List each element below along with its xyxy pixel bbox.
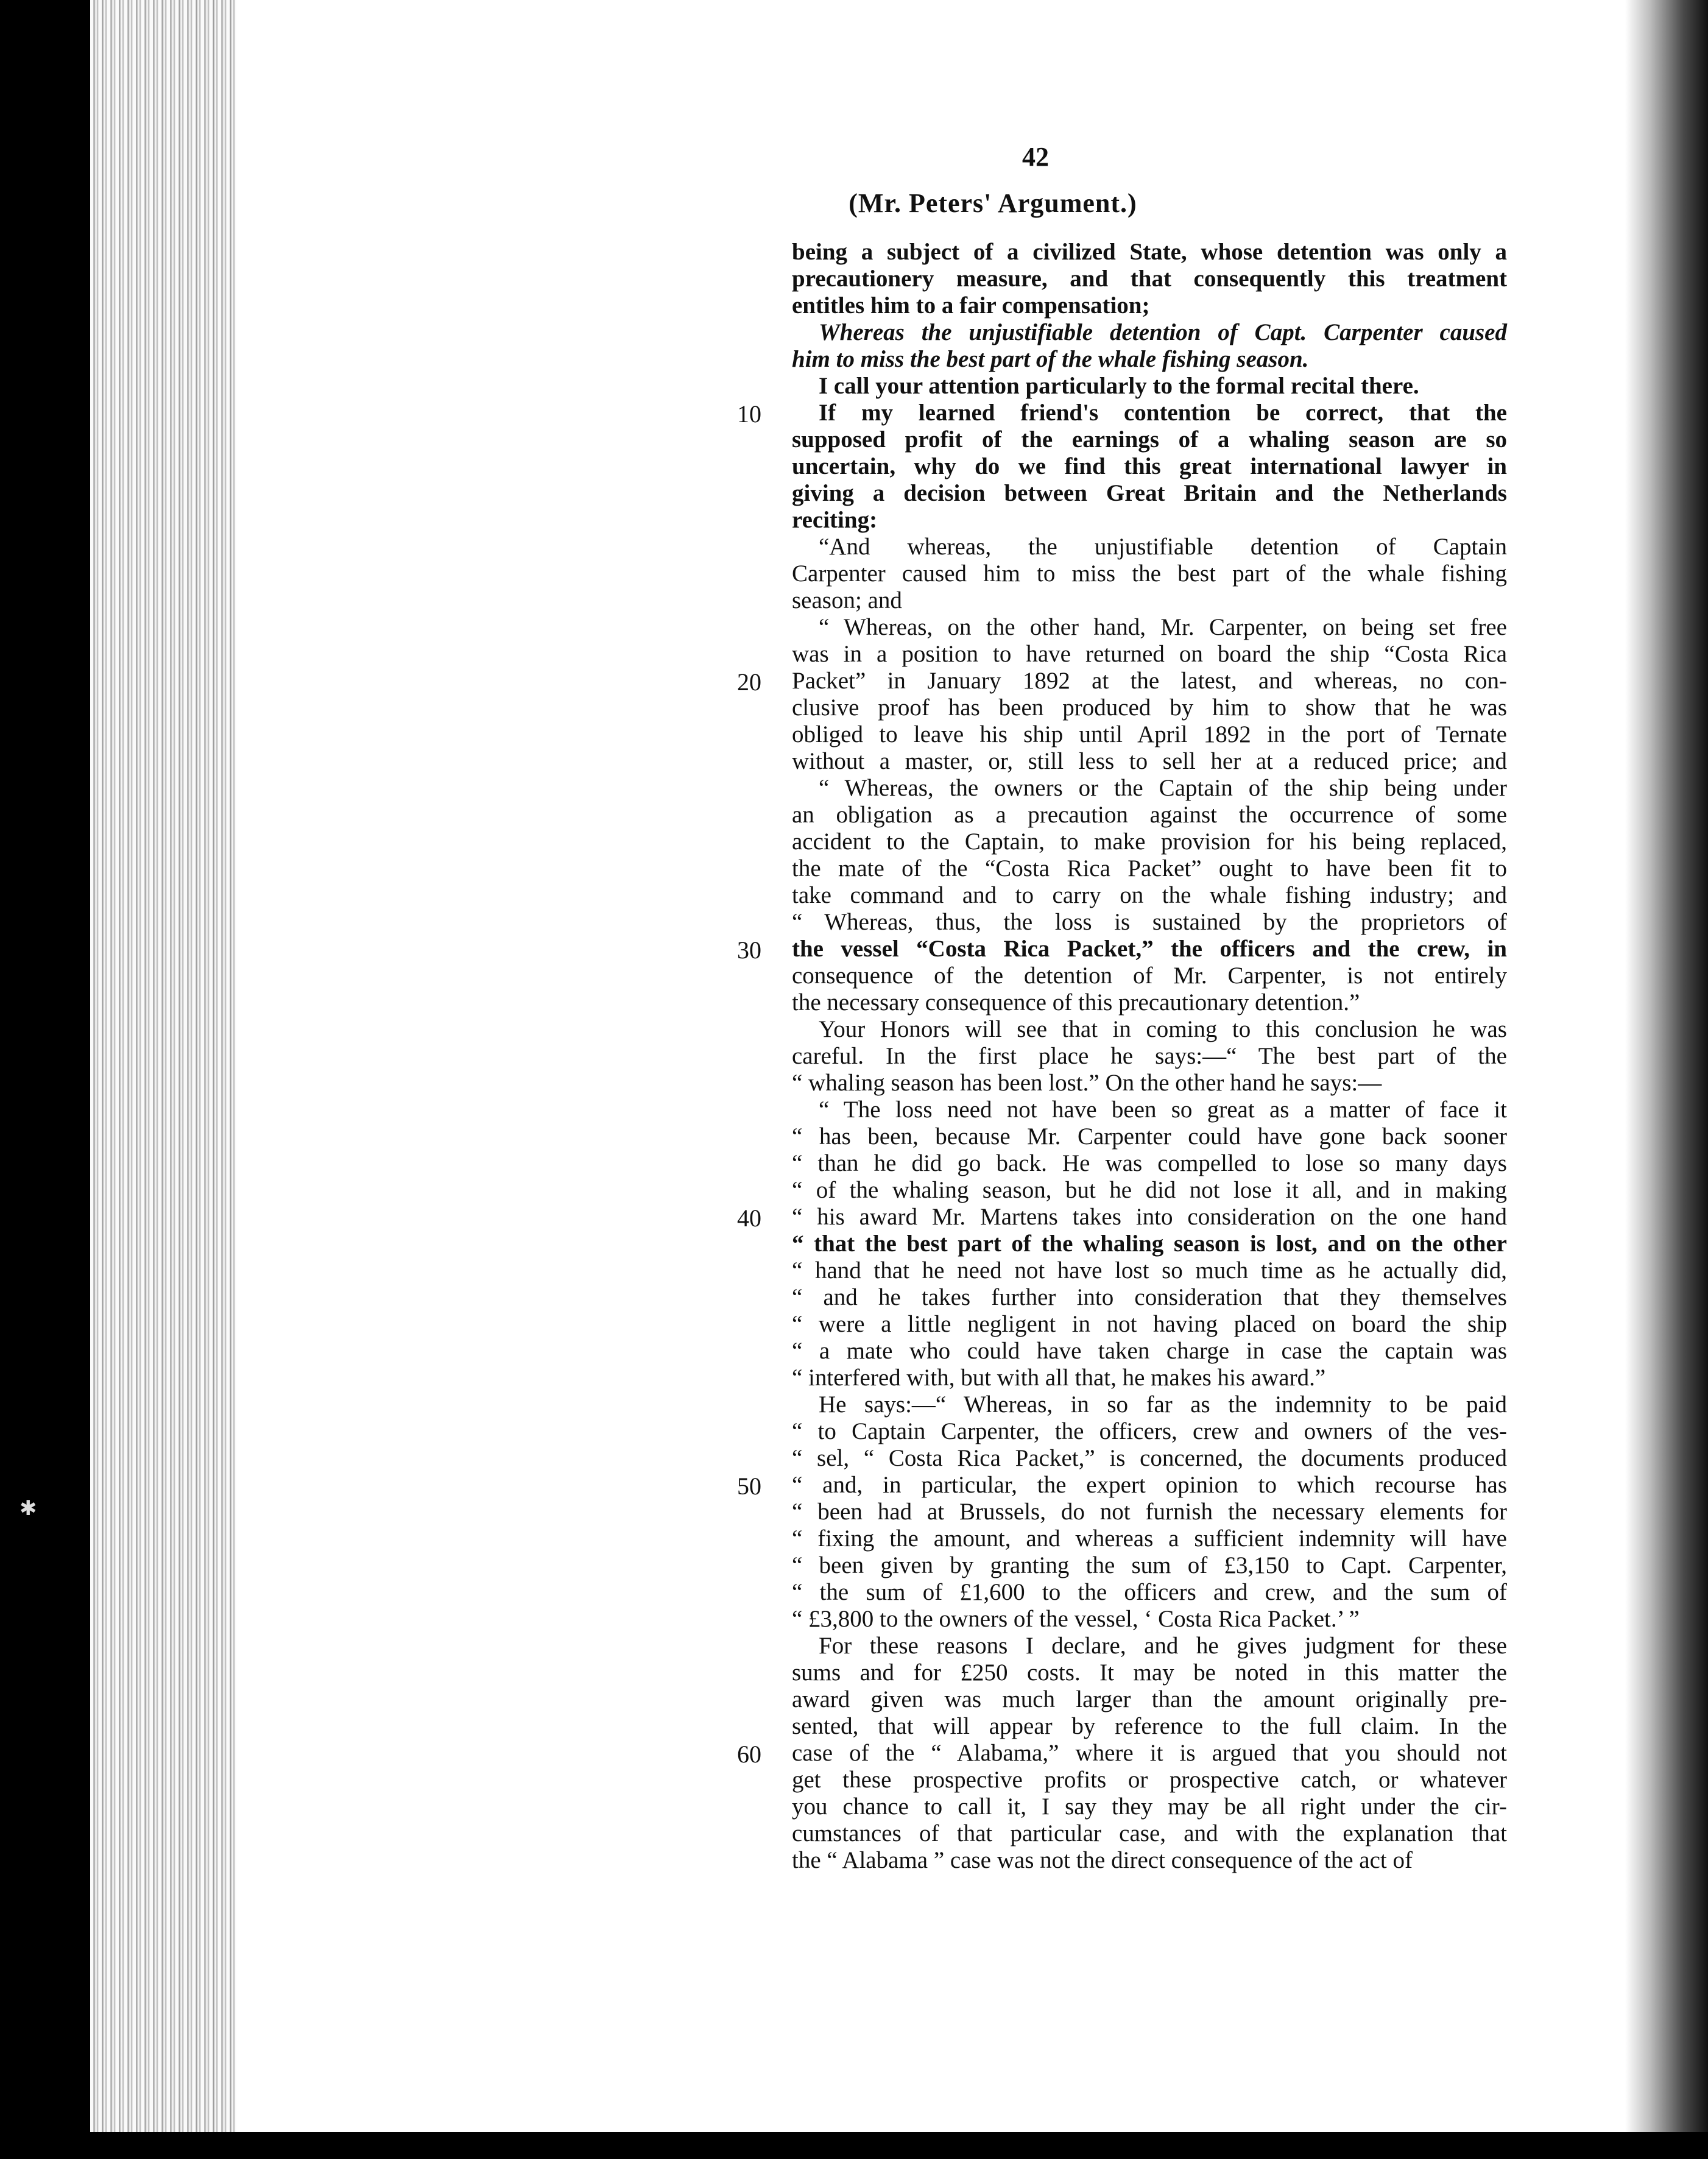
line-number: 20 bbox=[737, 668, 761, 696]
text-line: reciting: bbox=[792, 507, 878, 533]
text-line: “ sel, “ Costa Rica Packet,” is concerned, the documents produced bbox=[792, 1445, 1507, 1471]
text-line: “And whereas, the unjustifiable detention of Captain bbox=[819, 534, 1507, 560]
text-line: get these prospective profits or prospective catch, or whatever bbox=[792, 1767, 1507, 1793]
text-line: “ to Captain Carpenter, the officers, crew and owners of the ves- bbox=[792, 1418, 1507, 1444]
text-line: the necessary consequence of this precautionary detention.” bbox=[792, 989, 1360, 1016]
text-line: cumstances of that particular case, and with the explanation that bbox=[792, 1820, 1507, 1846]
text-line: sums and for £250 costs. It may be noted in this matter the bbox=[792, 1659, 1507, 1686]
text-line: “ that the best part of the whaling season is lost, and on the other bbox=[792, 1231, 1507, 1257]
line-number: 60 bbox=[737, 1740, 761, 1768]
text-line: supposed profit of the earnings of a whaling season are so bbox=[792, 426, 1507, 453]
text-line: an obligation as a precaution against the occurrence of some bbox=[792, 802, 1507, 828]
text-line: “ and he takes further into consideration that they themselves bbox=[792, 1284, 1507, 1310]
line-number: 40 bbox=[737, 1204, 761, 1232]
line-number: 50 bbox=[737, 1472, 761, 1500]
text-line: precautionery measure, and that consequently this treatment bbox=[792, 266, 1507, 292]
text-line: “ interfered with, but with all that, he makes his award.” bbox=[792, 1365, 1326, 1391]
text-line: without a master, or, still less to sell her at a reduced price; and bbox=[792, 748, 1507, 774]
text-line: you chance to call it, I say they may be all right under the cir- bbox=[792, 1793, 1507, 1820]
text-line: “ Whereas, thus, the loss is sustained by the proprietors of bbox=[792, 909, 1507, 935]
text-line: giving a decision between Great Britain and the Netherlands bbox=[792, 480, 1507, 506]
text-line: If my learned friend's contention be correct, that the bbox=[819, 400, 1507, 426]
text-line: “ his award Mr. Martens takes into consideration on the one hand bbox=[792, 1204, 1507, 1230]
text-line: season; and bbox=[792, 587, 902, 613]
text-line: Packet” in January 1892 at the latest, and whereas, no con- bbox=[792, 668, 1507, 694]
text-line: clusive proof has been produced by him to show that he was bbox=[792, 694, 1507, 721]
text-line: “ of the whaling season, but he did not lose it all, and in making bbox=[792, 1177, 1507, 1203]
text-line: Carpenter caused him to miss the best part of the whale fishing bbox=[792, 560, 1507, 587]
text-line: Whereas the unjustifiable detention of Capt. Carpenter caused bbox=[819, 319, 1507, 345]
text-line: “ has been, because Mr. Carpenter could have gone back sooner bbox=[792, 1123, 1507, 1150]
page-stack-edge bbox=[90, 0, 238, 2132]
body-text bbox=[792, 239, 1507, 1874]
text-line: Your Honors will see that in coming to this conclusion he was bbox=[819, 1016, 1507, 1042]
text-line: award given was much larger than the amount originally pre- bbox=[792, 1686, 1507, 1712]
text-line: case of the “ Alabama,” where it is argued that you should not bbox=[792, 1740, 1507, 1766]
text-line: uncertain, why do we find this great international lawyer in bbox=[792, 453, 1507, 479]
text-line: accident to the Captain, to make provision for his being replaced, bbox=[792, 829, 1507, 855]
text-line: him to miss the best part of the whale fishing season. bbox=[792, 346, 1309, 372]
scan-speck-icon: ✱ bbox=[19, 1497, 37, 1520]
text-line: “ hand that he need not have lost so much time as he actually did, bbox=[792, 1257, 1507, 1284]
text-line: entitles him to a fair compensation; bbox=[792, 292, 1150, 319]
text-line: “ been had at Brussels, do not furnish the necessary elements for bbox=[792, 1499, 1507, 1525]
text-line: “ and, in particular, the expert opinion to which recourse has bbox=[792, 1472, 1507, 1498]
text-line: the “ Alabama ” case was not the direct consequence of the act of bbox=[792, 1847, 1413, 1873]
text-line: “ fixing the amount, and whereas a sufficient indemnity will have bbox=[792, 1525, 1507, 1552]
line-number: 30 bbox=[737, 936, 761, 964]
text-line: “ Whereas, on the other hand, Mr. Carpenter, on being set free bbox=[819, 614, 1507, 640]
text-line: the mate of the “Costa Rica Packet” ought to have been fit to bbox=[792, 855, 1507, 882]
text-line: He says:—“ Whereas, in so far as the indemnity to be paid bbox=[819, 1391, 1507, 1418]
binding-shadow bbox=[1625, 0, 1708, 2132]
text-line: “ than he did go back. He was compelled to lose so many days bbox=[792, 1150, 1507, 1176]
text-line: “ whaling season has been lost.” On the other hand he says:— bbox=[792, 1070, 1382, 1096]
text-line: careful. In the first place he says:—“ The best part of the bbox=[792, 1043, 1507, 1069]
text-line: “ a mate who could have taken charge in case the captain was bbox=[792, 1338, 1507, 1364]
line-number: 10 bbox=[737, 400, 761, 428]
text-line: “ Whereas, the owners or the Captain of the ship being under bbox=[819, 775, 1507, 801]
text-line: “ £3,800 to the owners of the vessel, ‘ Costa Rica Packet.’ ” bbox=[792, 1606, 1360, 1632]
text-line: being a subject of a civilized State, whose detention was only a bbox=[792, 239, 1507, 265]
running-header: (Mr. Peters' Argument.) bbox=[849, 188, 1137, 218]
page-number: 42 bbox=[1022, 142, 1049, 172]
text-line: obliged to leave his ship until April 1892 in the port of Ternate bbox=[792, 721, 1507, 747]
text-line: “ The loss need not have been so great as a matter of face it bbox=[819, 1097, 1507, 1123]
text-line: was in a position to have returned on board the ship “Costa Rica bbox=[792, 641, 1507, 667]
text-line: “ were a little negligent in not having placed on board the ship bbox=[792, 1311, 1507, 1337]
text-line: the vessel “Costa Rica Packet,” the officers and the crew, in bbox=[792, 936, 1507, 962]
text-line: I call your attention particularly to the formal recital there. bbox=[819, 373, 1419, 399]
text-line: consequence of the detention of Mr. Carpenter, is not entirely bbox=[792, 963, 1507, 989]
text-line: “ been given by granting the sum of £3,150 to Capt. Carpenter, bbox=[792, 1552, 1507, 1578]
text-line: “ the sum of £1,600 to the officers and crew, and the sum of bbox=[792, 1579, 1507, 1605]
text-line: For these reasons I declare, and he gives judgment for these bbox=[819, 1633, 1507, 1659]
text-line: sented, that will appear by reference to the full claim. In the bbox=[792, 1713, 1507, 1739]
text-line: take command and to carry on the whale fishing industry; and bbox=[792, 882, 1507, 908]
